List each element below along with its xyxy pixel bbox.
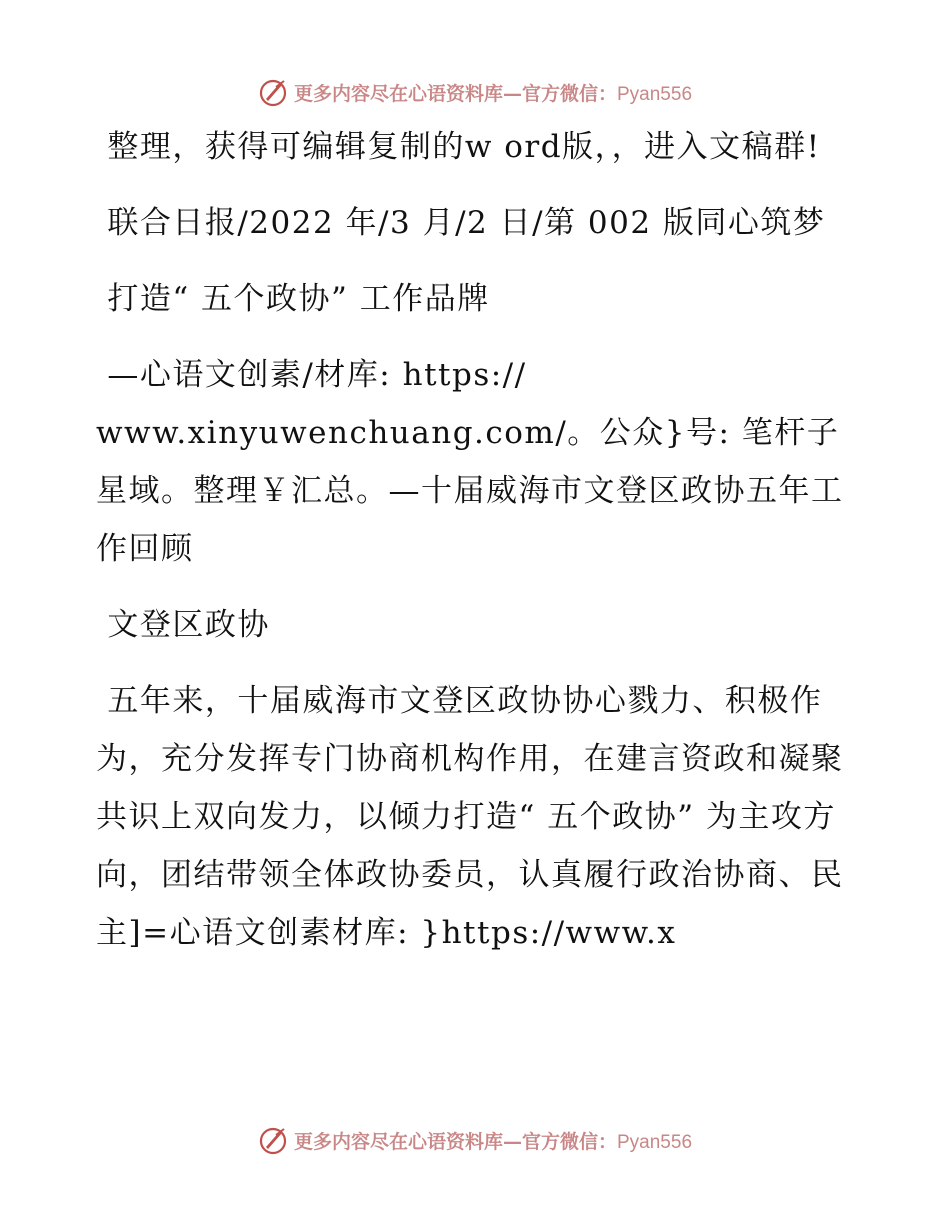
paragraph-4: —心语文创素/材库: https:// www.xinyuwenchuang.com/。公众}号: 笔杆子星域。整理￥汇总。—十届威海市文登区政协五年工作回顾 (96, 357, 844, 567)
footer-banner (0, 1120, 950, 1160)
footer-banner-handle: Pyan556 (617, 1131, 693, 1153)
header-banner-handle: Pyan556 (617, 83, 693, 105)
header-banner-text: 更多内容尽在心语资料库—官方微信：Pyan556 (293, 82, 693, 105)
paragraph-3: 打造“ 五个政协” 工作品牌 (96, 281, 490, 317)
paragraph-1: 整理，获得可编辑复制的w ord版，，进入文稿群! (96, 129, 821, 165)
footer-banner-text: 更多内容尽在心语资料库—官方微信：Pyan556 (293, 1130, 693, 1153)
quill-logo-icon (258, 77, 288, 107)
header-banner (0, 72, 950, 112)
paragraph-5: 文登区政协 (96, 607, 270, 643)
quill-logo-icon (258, 1125, 288, 1155)
document-body (96, 118, 856, 980)
paragraph-2: 联合日报/2022 年/3 月/2 日/第 002 版同心筑梦 (96, 205, 826, 241)
paragraph-6: 五年来，十届威海市文登区政协协心戮力、积极作为，充分发挥专门协商机构作用，在建言资政和凝聚共识上双向发力，以倾力打造“ 五个政协” 为主攻方向，团结带领全体政协委员，认真履行政治协商、民主]=心语文创素材库: }https://www.x (96, 683, 844, 951)
